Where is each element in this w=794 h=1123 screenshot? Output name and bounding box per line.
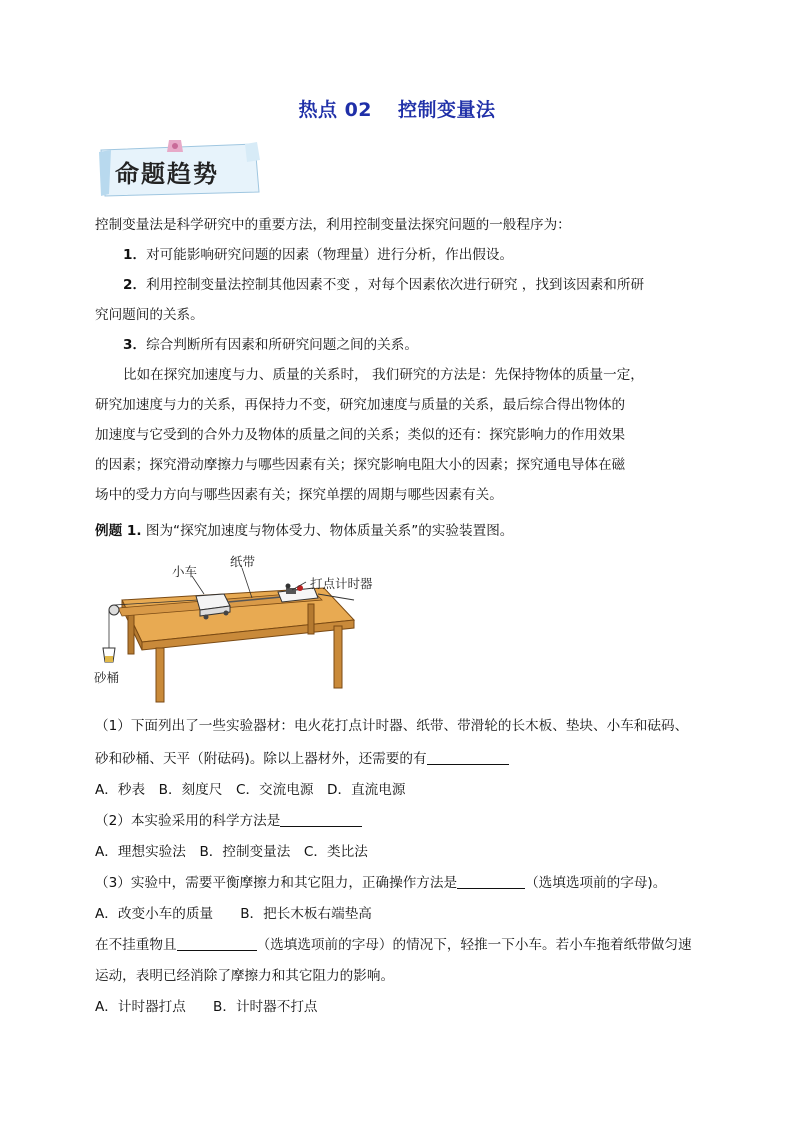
question-3-text-2-end: （选填选项前的字母）的情况下，轻推一下小车。若小车拖着纸带做匀速 <box>256 937 692 953</box>
badge-label: 命题趋势 <box>115 159 219 188</box>
paragraph-line: 场中的受力方向与哪些因素有关；探究单摆的周期与哪些因素有关。 <box>95 487 503 503</box>
answer-blank[interactable] <box>177 936 257 951</box>
example-line <box>95 521 705 541</box>
question-1-line-2 <box>95 749 705 769</box>
apparatus-figure <box>92 548 392 706</box>
paragraph-line: 研究加速度与力的关系，再保持力不变，研究加速度与质量的关系，最后综合得出物体的 <box>95 397 626 413</box>
question-2-text: （2）本实验采用的科学方法是 <box>95 813 281 829</box>
question-3-text-end: （选填选项前的字母)。 <box>525 875 667 891</box>
step-2-text: 利用控制变量法控制其他因素不变 ，对每个因素依次进行研究 ，找到该因素和所研 <box>146 277 645 293</box>
figure-label-cart: 小车 <box>172 564 198 579</box>
step-2-num: 2． <box>123 277 147 293</box>
step-3-text: 综合判断所有因素和所研究问题之间的关系。 <box>146 337 418 353</box>
question-2-line <box>95 811 705 831</box>
step-1-num: 1． <box>123 247 147 263</box>
page-title <box>0 95 794 122</box>
question-3-text-2: 在不挂重物且 <box>95 937 177 953</box>
step-2 <box>123 275 733 295</box>
figure-label-tape: 纸带 <box>230 554 256 569</box>
step-2-cont: 究问题间的关系。 <box>95 307 204 323</box>
apparatus-diagram-icon <box>92 548 392 706</box>
title-main: 控制变量法 <box>398 99 496 121</box>
example-text: 图为“探究加速度与物体受力、物体质量关系”的实验装置图。 <box>145 523 514 539</box>
question-3-options-1: A．改变小车的质量 B．把长木板右端垫高 <box>95 906 372 922</box>
answer-blank[interactable] <box>427 750 509 765</box>
question-3-text: （3）实验中，需要平衡摩擦力和其它阻力，正确操作方法是 <box>95 875 458 891</box>
question-1-text: 砂和砂桶、天平（附砝码)。除以上器材外，还需要的有 <box>95 751 427 767</box>
paragraph-line: 加速度与它受到的合外力及物体的质量之间的关系；类似的还有：探究影响力的作用效果 <box>95 427 626 443</box>
question-1-line: （1）下面列出了一些实验器材：电火花打点计时器、纸带、带滑轮的长木板、垫块、小车和砝码、 <box>95 718 689 734</box>
title-prefix: 热点 02 <box>298 99 373 121</box>
question-3-line-3: 运动，表明已经消除了摩擦力和其它阻力的影响。 <box>95 968 395 984</box>
question-3-options-2: A．计时器打点 B．计时器不打点 <box>95 999 318 1015</box>
question-1-options: A．秒表 B．刻度尺 C．交流电源 D．直流电源 <box>95 782 406 798</box>
step-1 <box>123 245 733 265</box>
step-3-num: 3． <box>123 337 147 353</box>
answer-blank[interactable] <box>457 874 525 889</box>
intro-line: 控制变量法是科学研究中的重要方法，利用控制变量法探究问题的一般程序为： <box>95 217 571 233</box>
figure-label-timer: 打点计时器 <box>310 576 373 591</box>
figure-label-bucket: 砂桶 <box>94 670 120 685</box>
step-3 <box>123 335 733 355</box>
paragraph-line: 比如在探究加速度与力、质量的关系时， 我们研究的方法是：先保持物体的质量一定， <box>123 367 644 383</box>
section-badge <box>95 140 263 198</box>
example-label: 例题 1. <box>95 523 142 539</box>
question-3-line <box>95 873 705 893</box>
step-1-text: 对可能影响研究问题的因素（物理量）进行分析，作出假设。 <box>146 247 514 263</box>
question-2-options: A．理想实验法 B．控制变量法 C．类比法 <box>95 844 368 860</box>
paragraph-line: 的因素；探究滑动摩擦力与哪些因素有关；探究影响电阻大小的因素；探究通电导体在磁 <box>95 457 626 473</box>
answer-blank[interactable] <box>280 812 362 827</box>
question-3-line-2 <box>95 935 705 955</box>
